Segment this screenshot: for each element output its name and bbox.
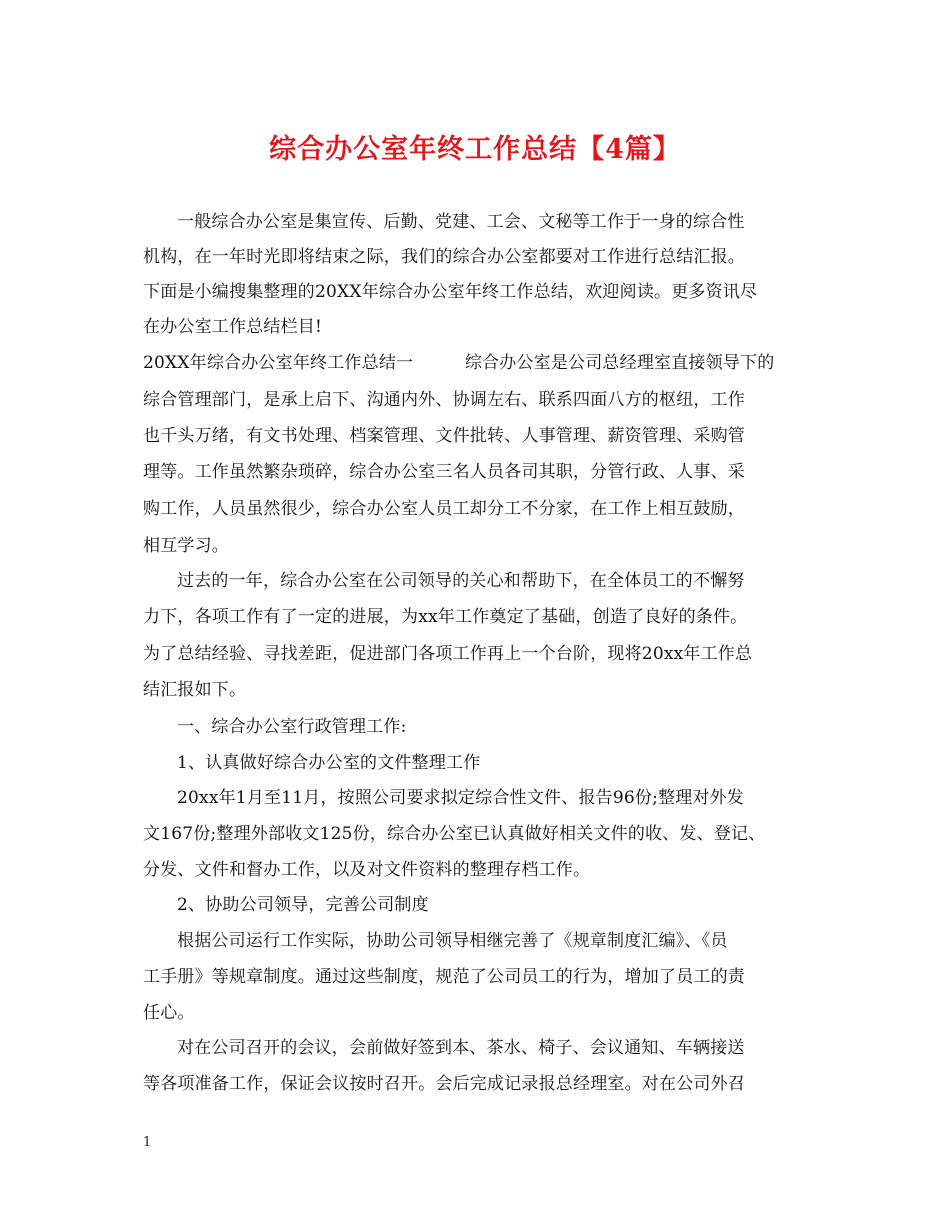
subsection-heading: 2、协助公司领导，完善公司制度 <box>177 895 429 915</box>
paragraph-line: 文167份;整理外部收文125份，综合办公室已认真做好相关文件的收、发、登记、 <box>143 824 766 844</box>
paragraph-line: 也千头万绪，有文书处理、档案管理、文件批转、人事管理、薪资管理、采购管 <box>143 426 745 446</box>
paragraph-line: 结汇报如下。 <box>143 680 247 700</box>
paragraph-line: 20xx年1月至11月，按照公司要求拟定综合性文件、报告96份;整理对外发 <box>177 788 745 808</box>
document-title: 综合办公室年终工作总结【4篇】 <box>269 134 681 165</box>
paragraph-line: 任心。 <box>143 1003 195 1023</box>
page-number: 1 <box>143 1135 152 1150</box>
section-heading: 一、综合办公室行政管理工作: <box>177 717 407 737</box>
paragraph-line: 购工作，人员虽然很少，综合办公室人员工却分工不分家，在工作上相互鼓励， <box>143 499 745 519</box>
paragraph-line: 根据公司运行工作实际，协助公司领导相继完善了《规章制度汇编》、《员 <box>177 931 728 951</box>
paragraph-line: 20XX年综合办公室年终工作总结一 综合办公室是公司总经理室直接领导下的 <box>143 353 775 373</box>
paragraph-line: 理等。工作虽然繁杂琐碎，综合办公室三名人员各司其职，分管行政、人事、采 <box>143 462 745 482</box>
paragraph-line: 一般综合办公室是集宣传、后勤、党建、工会、文秘等工作于一身的综合性 <box>177 212 745 232</box>
paragraph-line: 力下，各项工作有了一定的进展，为xx年工作奠定了基础，创造了良好的条件。 <box>143 607 748 627</box>
paragraph-line: 对在公司召开的会议，会前做好签到本、茶水、椅子、会议通知、车辆接送 <box>177 1038 745 1058</box>
paragraph-line: 等各项准备工作，保证会议按时召开。会后完成记录报总经理室。对在公司外召 <box>143 1074 745 1094</box>
paragraph-line: 为了总结经验、寻找差距，促进部门各项工作再上一个台阶，现将20xx年工作总 <box>143 644 753 664</box>
paragraph-line: 分发、文件和督办工作，以及对文件资料的整理存档工作。 <box>143 860 591 880</box>
paragraph-line: 过去的一年，综合办公室在公司领导的关心和帮助下，在全体员工的不懈努 <box>177 571 745 591</box>
paragraph-line: 下面是小编搜集整理的20XX年综合办公室年终工作总结，欢迎阅读。更多资讯尽 <box>143 282 758 302</box>
subsection-heading: 1、认真做好综合办公室的文件整理工作 <box>177 753 481 773</box>
paragraph-line: 机构，在一年时光即将结束之际，我们的综合办公室都要对工作进行总结汇报。 <box>143 247 745 267</box>
paragraph-line: 综合管理部门，是承上启下、沟通内外、协调左右、联系四面八方的枢纽，工作 <box>143 390 745 410</box>
paragraph-line: 在办公室工作总结栏目! <box>143 317 323 337</box>
paragraph-line: 工手册》等规章制度。通过这些制度，规范了公司员工的行为，增加了员工的责 <box>143 967 745 987</box>
paragraph-line: 相互学习。 <box>143 536 229 556</box>
